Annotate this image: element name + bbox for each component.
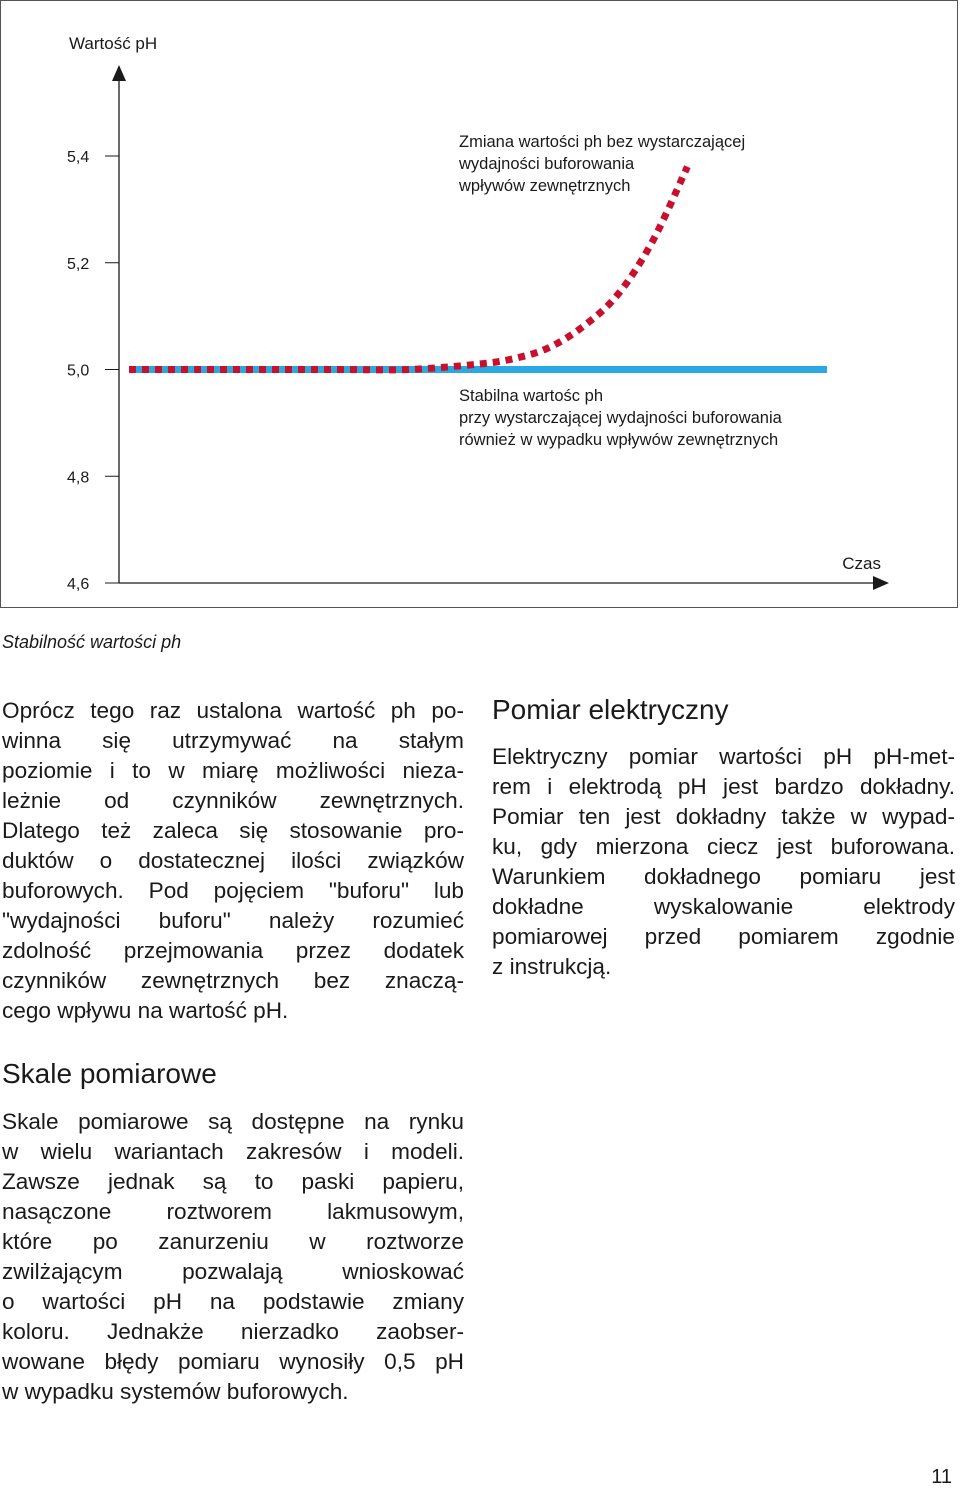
- electric-line: pomiarowej przed pomiarem zgodnie: [492, 924, 955, 949]
- buffer-line: buforowych. Pod pojęciem "buforu" lub: [2, 878, 464, 903]
- y-tick-label: 4,6: [67, 576, 90, 593]
- scales-line: o wartości pH na podstawie zmiany: [2, 1289, 464, 1314]
- buffer-line: zdolność przejmowania przez dodatek: [2, 938, 464, 963]
- series-unbuffered-line: [129, 167, 687, 370]
- annotation-stable-line: Stabilna wartośc ph: [459, 387, 603, 405]
- y-axis-label: Wartość pH: [69, 34, 158, 53]
- y-tick-label: 4,8: [67, 469, 90, 487]
- electric-line: ku, gdy mierzona ciecz jest buforowana.: [492, 834, 955, 859]
- scales-paragraph: [2, 1107, 464, 1407]
- electric-line: Pomiar ten jest dokładny także w wypad-: [492, 804, 955, 829]
- annotation-stable-line: również w wypadku wpływów zewnętrznych: [459, 431, 779, 449]
- buffer-line: leżnie od czynników zewnętrznych.: [2, 788, 464, 813]
- y-axis-arrow: [112, 65, 126, 81]
- buffer-line: duktów o dostatecznej ilości związków: [2, 848, 464, 873]
- scales-line: zwilżającym pozwalają wnioskować: [2, 1259, 464, 1284]
- scales-line: Skale pomiarowe są dostępne na rynku: [2, 1109, 464, 1134]
- annotation-unbuffered-line: wydajności buforowania: [459, 155, 635, 173]
- electric-line: Warunkiem dokładnego pomiaru jest: [492, 864, 955, 889]
- y-tick-label: 5,2: [67, 255, 90, 273]
- chart-canvas: [1, 1, 959, 609]
- annotation-unbuffered-line: Zmiana wartości ph bez wystarczającej: [459, 133, 746, 151]
- scales-line: wowane błędy pomiaru wynosiły 0,5 pH: [2, 1349, 464, 1374]
- page-number: 11: [931, 1466, 952, 1488]
- scales-line: Zawsze jednak są to paski papieru,: [2, 1169, 464, 1194]
- y-tick-label: 5,0: [67, 362, 90, 380]
- annotation-unbuffered-line: wpływów zewnętrznych: [459, 177, 631, 195]
- electric-paragraph: [492, 742, 955, 982]
- heading-electric-measurement: Pomiar elektryczny: [492, 694, 729, 725]
- buffer-line: cego wpływu na wartość pH.: [2, 998, 289, 1023]
- x-axis-arrow: [873, 576, 889, 590]
- scales-line: które po zanurzeniu w roztworze: [2, 1229, 464, 1254]
- heading-measurement-scales: Skale pomiarowe: [2, 1058, 217, 1089]
- x-axis-label: Czas: [842, 554, 881, 573]
- annotation-stable-line: przy wystarczającej wydajności buforowania: [459, 409, 782, 427]
- buffer-line: winna się utrzymywać na stałym: [2, 728, 464, 753]
- electric-line: Elektryczny pomiar wartości pH pH-met-: [492, 744, 955, 769]
- scales-line: w wypadku systemów buforowych.: [2, 1379, 349, 1404]
- buffer-line: poziomie i to w miarę możliwości nieza-: [2, 758, 464, 783]
- electric-line: rem i elektrodą pH jest bardzo dokładny.: [492, 774, 955, 799]
- scales-line: w wielu wariantach zakresów i modeli.: [2, 1139, 464, 1164]
- scales-line: nasączone roztworem lakmusowym,: [2, 1199, 464, 1224]
- scales-line: koloru. Jednakże nierzadko zaobser-: [2, 1319, 464, 1344]
- buffer-line: Oprócz tego raz ustalona wartość ph po-: [2, 698, 464, 723]
- figure-caption: Stabilność wartości ph: [2, 632, 182, 652]
- ph-stability-chart: [0, 0, 958, 608]
- buffer-paragraph: [2, 696, 464, 1026]
- electric-line: dokładne wyskalowanie elektrody: [492, 894, 955, 919]
- buffer-line: Dlatego też zaleca się stosowanie pro-: [2, 818, 464, 843]
- buffer-line: "wydajności buforu" należy rozumieć: [2, 908, 464, 933]
- electric-line: z instrukcją.: [492, 954, 612, 979]
- y-tick-label: 5,4: [67, 149, 90, 166]
- buffer-line: czynników zewnętrznych bez znaczą-: [2, 968, 464, 993]
